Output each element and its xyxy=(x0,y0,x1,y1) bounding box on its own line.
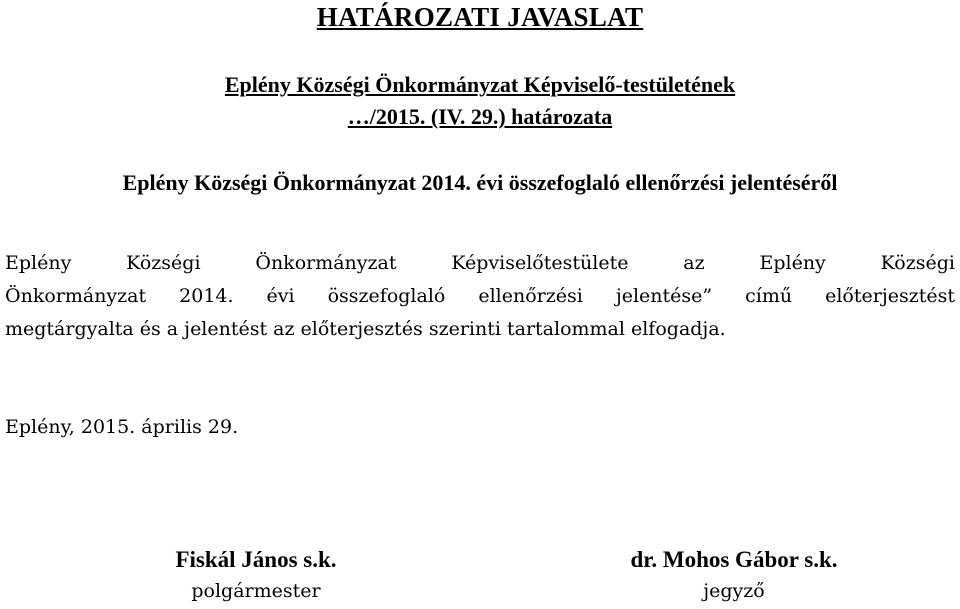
signature-title: jegyző xyxy=(703,580,765,602)
resolution-subject: Eplény Községi Önkormányzat 2014. évi összefoglaló ellenőrzési jelentéséről xyxy=(122,170,838,195)
signature-mayor xyxy=(106,544,406,606)
main-title: HATÁROZATI JAVASLAT xyxy=(316,2,644,32)
body-line: Eplény Községi Önkormányzat Képviselőtestülete az Eplény Községi xyxy=(5,252,955,274)
signature-notary xyxy=(584,544,884,606)
resolution-heading-line-2: …/2015. (IV. 29.) határozata xyxy=(347,104,613,129)
place-and-date: Eplény, 2015. április 29. xyxy=(5,416,239,438)
resolution-heading-line-1: Eplény Községi Önkormányzat Képviselő-testületének xyxy=(224,72,736,97)
body-line: Önkormányzat 2014. évi összefoglaló ellenőrzési jelentése” című előterjesztést xyxy=(5,285,955,307)
signature-title: polgármester xyxy=(191,580,321,602)
signature-name: Fiskál János s.k. xyxy=(175,547,337,572)
resolution-body xyxy=(5,247,955,346)
body-line: megtárgyalta és a jelentést az előterjesztés szerinti tartalommal elfogadja. xyxy=(5,318,726,340)
signature-name: dr. Mohos Gábor s.k. xyxy=(630,547,838,572)
